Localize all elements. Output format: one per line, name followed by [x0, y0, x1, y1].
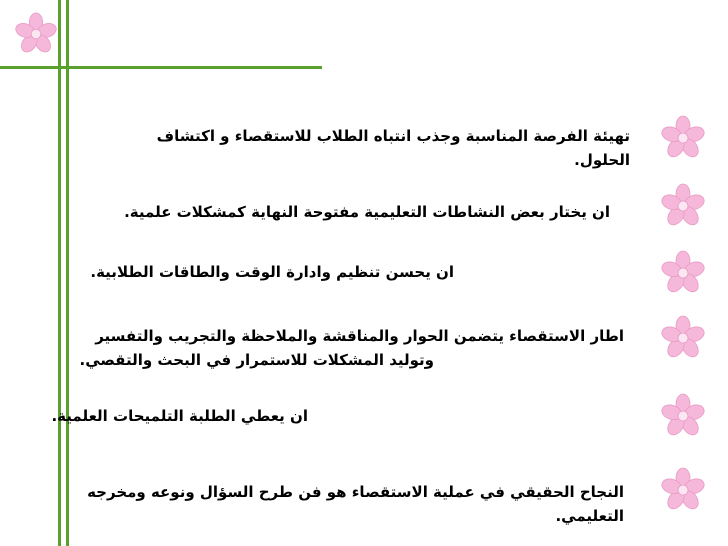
bullet-item-3-line-1: ان يحسن تنظيم وادارة الوقت والطاقات الطلابية.	[90, 263, 454, 281]
bullet-flower-icon-1	[660, 115, 706, 161]
bullet-flower-icon-2	[660, 183, 706, 229]
corner-flower-icon	[14, 12, 58, 56]
bullet-item-6-line-1: النجاح الحقيقي في عملية الاستقصاء هو فن طرح السؤال ونوعه ومخرجه	[87, 483, 624, 501]
bullet-item-4	[4, 324, 624, 372]
bullet-item-3	[34, 260, 454, 284]
bullet-item-5-line-1: ان يعطي الطلبة التلميحات العلمية.	[51, 407, 308, 425]
bullet-flower-icon-4	[660, 315, 706, 361]
bullet-item-6-line-2: التعليمي.	[555, 507, 624, 525]
bullet-flower-icon-3	[660, 250, 706, 296]
bullet-item-5	[18, 404, 308, 428]
bullet-item-2	[30, 200, 610, 224]
frame-horizontal-line	[0, 66, 322, 69]
bullet-item-6	[12, 480, 624, 528]
bullet-flower-icon-6	[660, 467, 706, 513]
bullet-item-4-line-1: اطار الاستقصاء يتضمن الحوار والمناقشة والملاحظة والتجريب والتفسير	[95, 327, 624, 345]
bullet-item-2-line-1: ان يختار بعض النشاطات التعليمية مفتوحة النهاية كمشكلات علمية.	[124, 203, 610, 221]
bullet-item-1-line-1: تهيئة الفرصة المناسبة وجذب انتباه الطلاب للاستقصاء و اكتشاف	[156, 127, 630, 145]
bullet-item-4-line-2: وتوليد المشكلات للاستمرار في البحث والتقصي.	[79, 351, 434, 369]
bullet-item-1-line-2: الحلول.	[574, 151, 630, 169]
bullet-flower-icon-5	[660, 393, 706, 439]
bullet-item-1	[30, 124, 630, 172]
